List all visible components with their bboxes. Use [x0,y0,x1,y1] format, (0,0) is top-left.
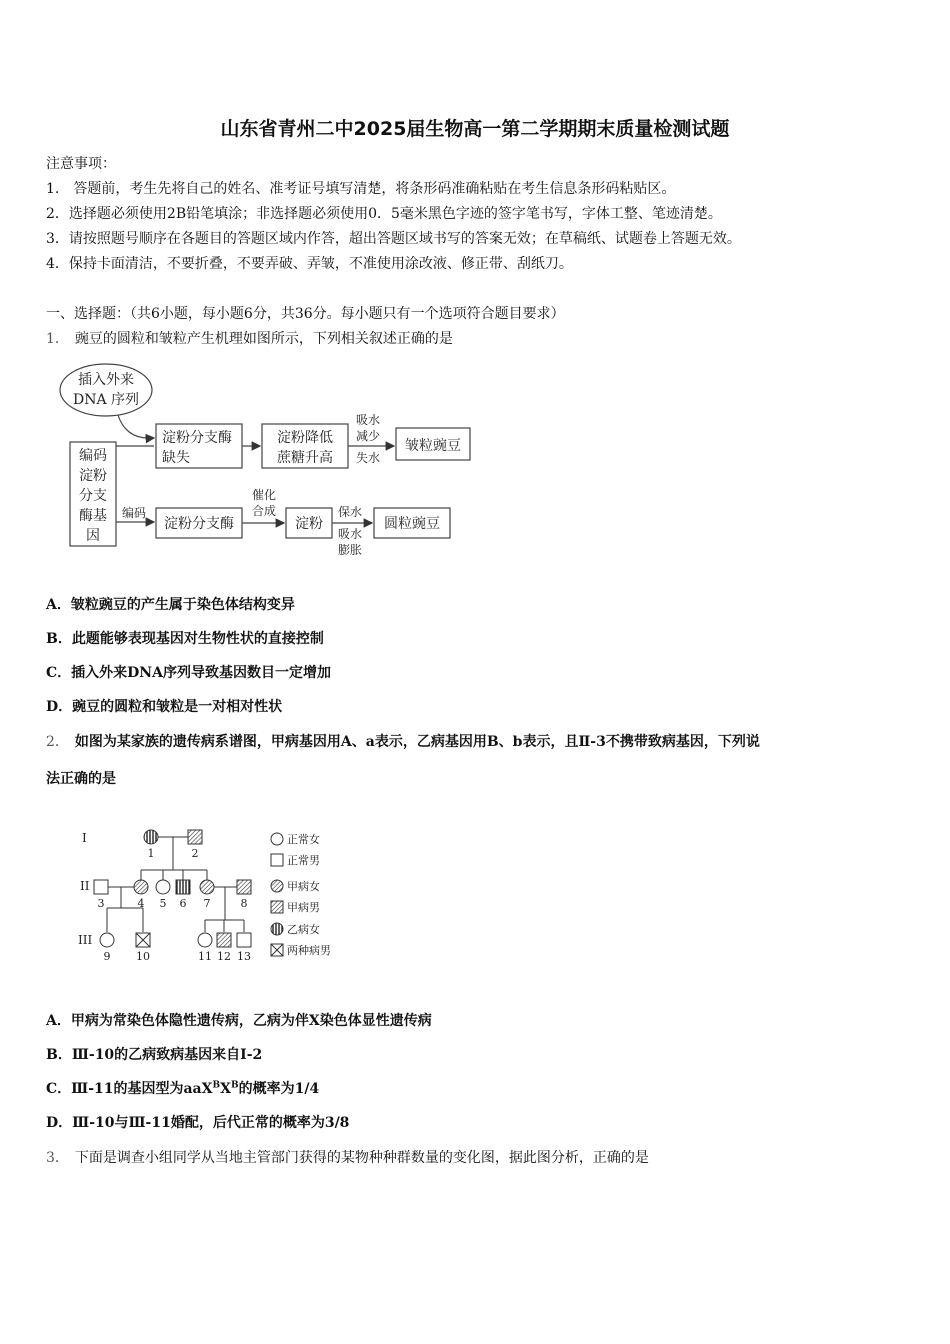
q1-option-a: A．皱粒豌豆的产生属于染色体结构变异 [46,597,295,613]
q2-option-c-prefix: C．Ⅲ-11的基因型为aaX [46,1081,213,1097]
question-text: 豌豆的圆粒和皱粒产生机理如图所示，下列相关叙述正确的是 [74,331,453,347]
top-arrow-label-3: 失水 [356,451,381,465]
pedigree-id-10: 10 [136,950,150,963]
gene-label-3: 分支 [79,488,107,504]
legend-label-6: 两种病男 [287,944,331,957]
bottom-box-3-label: 圆粒豌豆 [384,516,440,532]
catalyze-label-2: 合成 [252,504,277,518]
bottom-box-1-label: 淀粉分支酶 [164,516,234,532]
catalyze-label-1: 催化 [252,488,277,502]
pedigree-id-8: 8 [240,897,248,910]
notice-heading: 注意事项： [46,156,116,172]
legend-label-5: 乙病女 [287,923,320,936]
q2-option-d: D．Ⅲ-10与Ⅲ-11婚配，后代正常的概率为3/8 [46,1115,350,1131]
insert-label-1: 插入外来 [78,372,134,388]
legend-label-1: 正常女 [287,833,320,846]
insert-label-2: DNA 序列 [72,392,140,408]
pedigree-i-2 [188,830,202,844]
top-arrow-label-1: 吸水 [356,413,381,427]
legend-normal-female-icon [271,833,283,845]
section-heading: 一、选择题：（共6小题，每小题6分，共36分。每小题只有一个选项符合题目要求） [46,306,565,322]
q2-option-c-sup-2: B [230,1080,239,1091]
question-text: 如图为某家族的遗传病系谱图，甲病基因用A、a表示，乙病基因用B、b表示，且Ⅱ-3不携带致病基因，下列说 [74,734,760,750]
pedigree-ii-8 [237,880,251,894]
legend-label-3: 甲病女 [287,880,320,893]
page-title: 山东省青州二中2025届生物高一第二学期期末质量检测试题 [220,118,730,140]
notice-item-1: 1. 答题前，考生先将自己的姓名、准考证号填写清楚，将条形码准确粘贴在考生信息条形码粘贴区。 [46,181,676,197]
pedigree-iii-11 [198,933,212,947]
q2-option-c-sup-1: B [212,1080,221,1091]
encode-label: 编码 [122,506,147,520]
pedigree-id-11: 11 [198,950,212,963]
legend-disease-a-male-icon [271,901,283,913]
generation-label-3: III [78,933,93,947]
pea-mechanism-diagram [56,362,486,562]
legend-label-4: 甲病男 [287,901,320,914]
bottom-box-2-label: 淀粉 [295,516,323,532]
question-2-stem-line-2: 法正确的是 [46,771,116,787]
pedigree-ii-6 [176,880,190,894]
q2-option-c-suffix: 的概率为1/4 [238,1081,320,1097]
pedigree-i-1 [144,830,158,844]
question-3-stem [46,1147,649,1167]
q2-option-c [46,1078,319,1098]
pedigree-iii-9 [100,933,114,947]
top-arrow-label-2: 减少 [356,429,381,443]
pedigree-id-12: 12 [217,950,231,963]
top-box-1-line-1: 淀粉分支酶 [162,430,232,446]
pedigree-id-7: 7 [203,897,211,910]
keep-water-label: 保水 [338,505,363,519]
pedigree-ii-7 [200,880,214,894]
generation-label-2: II [80,879,90,893]
top-box-2-line-2: 蔗糖升高 [277,450,333,466]
notice-item-4: 4．保持卡面清洁，不要折叠，不要弄破、弄皱，不准使用涂改液、修正带、刮纸刀。 [46,256,573,272]
top-box-3-label: 皱粒豌豆 [405,438,461,454]
pedigree-id-9: 9 [103,950,111,963]
pedigree-iii-12 [217,933,231,947]
question-number: 1． [46,331,69,347]
question-2-stem-line-1 [46,731,760,751]
notice-item-2: 2．选择题必须使用2B铅笔填涂；非选择题必须使用0．5毫米黑色字迹的签字笔书写，字体工整、笔迹清楚。 [46,206,722,222]
question-number: 3． [46,1150,69,1166]
insert-arrow [118,415,154,438]
pedigree-id-13: 13 [237,950,251,963]
top-box-2-line-1: 淀粉降低 [277,430,333,446]
pedigree-id-4: 4 [137,897,145,910]
generation-label-1: I [82,831,87,845]
pedigree-iii-13 [237,933,251,947]
gene-label-5: 因 [86,528,100,544]
pedigree-id-1: 1 [147,847,155,860]
q2-option-c-mid: X [220,1081,231,1097]
q1-option-d: D．豌豆的圆粒和皱粒是一对相对性状 [46,699,283,715]
pedigree-ii-4 [134,880,148,894]
pedigree-id-6: 6 [179,897,187,910]
legend-normal-male-icon [271,854,283,866]
question-text: 下面是调查小组同学从当地主管部门获得的某物种种群数量的变化图，据此图分析，正确的是 [74,1150,649,1166]
pedigree-id-3: 3 [97,897,105,910]
question-1-stem [46,328,453,348]
gene-label-4: 酶基 [79,508,107,524]
absorb-label-2: 膨胀 [338,543,363,557]
q1-option-b: B．此题能够表现基因对生物性状的直接控制 [46,631,324,647]
q2-option-a: A．甲病为常染色体隐性遗传病，乙病为伴X染色体显性遗传病 [46,1013,432,1029]
pedigree-id-2: 2 [191,847,199,860]
question-number: 2． [46,734,69,750]
pedigree-ii-5 [156,880,170,894]
legend-label-2: 正常男 [287,854,320,867]
absorb-label-1: 吸水 [338,527,363,541]
gene-label-2: 淀粉 [79,468,107,484]
notice-item-3: 3．请按照题号顺序在各题目的答题区域内作答，超出答题区域书写的答案无效；在草稿纸、试题卷上答题无效。 [46,231,741,247]
pedigree-chart [74,820,374,968]
pedigree-id-5: 5 [159,897,167,910]
q2-option-b: B．Ⅲ-10的乙病致病基因来自I-2 [46,1047,263,1063]
top-box-1-line-2: 缺失 [162,450,190,466]
gene-label-1: 编码 [79,448,107,464]
q1-option-c: C．插入外来DNA序列导致基因数目一定增加 [46,665,331,681]
legend-disease-b-female-icon [271,923,283,935]
pedigree-ii-3 [94,880,108,894]
legend-disease-a-female-icon [271,880,283,892]
